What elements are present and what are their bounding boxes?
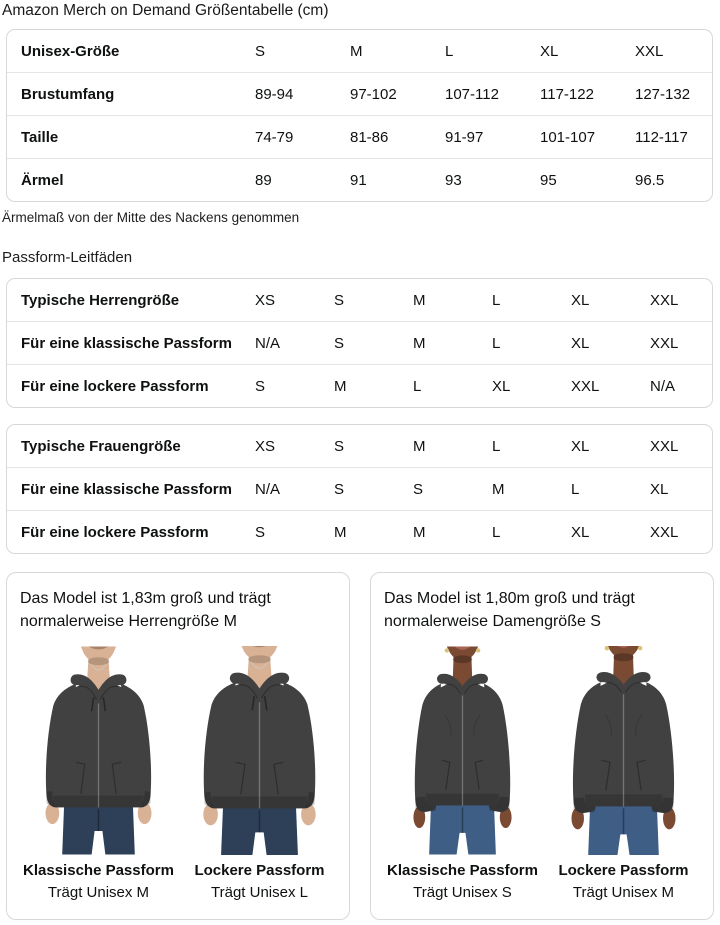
measure-cell: 89 xyxy=(255,171,272,189)
fit-label: Klassische Passform xyxy=(23,862,174,879)
page-title: Amazon Merch on Demand Größentabelle (cm) xyxy=(2,2,329,19)
size-label: Trägt Unisex S xyxy=(413,884,512,901)
measure-cell: 93 xyxy=(445,171,462,189)
row-label: Für eine klassische Passform xyxy=(21,334,232,352)
photo-block-loose xyxy=(545,646,702,901)
fit-cell: XS xyxy=(255,437,276,455)
table-row-sleeve xyxy=(7,158,712,201)
size-cell: XL xyxy=(540,42,559,60)
male-model-figure xyxy=(20,646,177,855)
fit-cell: XXL xyxy=(571,377,600,395)
fit-cell: S xyxy=(334,334,345,352)
fit-cell: XXL xyxy=(650,437,679,455)
table-row-typical-women-size xyxy=(7,425,712,467)
size-label: Trägt Unisex M xyxy=(572,884,675,901)
fit-cell: XL xyxy=(571,291,590,309)
fit-cell: L xyxy=(571,480,580,498)
photo-row xyxy=(20,646,336,901)
men-model-card xyxy=(6,572,350,920)
measure-cell: 91-97 xyxy=(445,128,484,146)
women-model-card xyxy=(370,572,714,920)
fit-cell: M xyxy=(334,523,347,541)
size-label: Trägt Unisex L xyxy=(211,884,308,901)
fit-cell: S xyxy=(255,523,266,541)
table-row-unisex-size xyxy=(7,30,712,72)
photo-block-loose xyxy=(181,646,338,901)
fit-cell: M xyxy=(413,437,426,455)
fit-label: Lockere Passform xyxy=(194,862,325,879)
fit-cell: M xyxy=(413,334,426,352)
measure-cell: 97-102 xyxy=(350,85,397,103)
model-photo xyxy=(181,646,338,855)
table-row-typical-men-size xyxy=(7,279,712,321)
measure-cell: 127-132 xyxy=(635,85,691,103)
fit-cell: S xyxy=(334,291,345,309)
table-row-men-classic-fit xyxy=(7,321,712,364)
measure-cell: 117-122 xyxy=(540,85,594,103)
fit-cell: N/A xyxy=(650,377,676,395)
row-label: Für eine lockere Passform xyxy=(21,523,209,541)
fit-cell: S xyxy=(413,480,424,498)
unisex-size-table xyxy=(6,29,713,202)
model-photo xyxy=(545,646,702,855)
measure-cell: 96.5 xyxy=(635,171,665,189)
size-cell: S xyxy=(255,42,266,60)
measure-cell: 112-117 xyxy=(635,128,688,146)
fit-cell: XL xyxy=(571,437,590,455)
fit-cell: XL xyxy=(571,523,590,541)
fit-cell: L xyxy=(492,437,501,455)
fit-cell: L xyxy=(492,334,501,352)
women-fit-table xyxy=(6,424,713,554)
fit-cell: XL xyxy=(571,334,590,352)
fit-cell: N/A xyxy=(255,480,281,498)
fit-label: Lockere Passform xyxy=(558,862,689,879)
table-row-chest xyxy=(7,72,712,115)
fit-cell: XL xyxy=(492,377,511,395)
fit-cell: M xyxy=(334,377,347,395)
fit-cell: XXL xyxy=(650,523,679,541)
row-label: Für eine klassische Passform xyxy=(21,480,232,498)
measure-cell: 101-107 xyxy=(540,128,596,146)
photo-block-classic xyxy=(384,646,541,901)
size-cell: L xyxy=(445,42,454,60)
row-label: Ärmel xyxy=(21,171,64,189)
fit-cell: S xyxy=(334,437,345,455)
measure-cell: 89-94 xyxy=(255,85,294,103)
fit-cell: XL xyxy=(650,480,669,498)
sleeve-measure-footnote: Ärmelmaß von der Mitte des Nackens genommen xyxy=(2,210,300,225)
size-cell: M xyxy=(350,42,363,60)
row-label: Für eine lockere Passform xyxy=(21,377,209,395)
fit-cell: L xyxy=(492,523,501,541)
fit-cell: N/A xyxy=(255,334,281,352)
measure-cell: 74-79 xyxy=(255,128,294,146)
men-fit-table xyxy=(6,278,713,408)
measure-cell: 81-86 xyxy=(350,128,389,146)
fit-label: Klassische Passform xyxy=(387,862,538,879)
fit-cell: L xyxy=(413,377,422,395)
measure-cell: 91 xyxy=(350,171,367,189)
fit-guides-heading: Passform-Leitfäden xyxy=(2,249,133,266)
row-label: Typische Herrengröße xyxy=(21,291,180,309)
fit-cell: L xyxy=(492,291,501,309)
row-label: Typische Frauengröße xyxy=(21,437,181,455)
table-row-men-loose-fit xyxy=(7,364,712,407)
measure-cell: 95 xyxy=(540,171,557,189)
table-row-women-loose-fit xyxy=(7,510,712,553)
model-photo xyxy=(20,646,177,855)
photo-block-classic xyxy=(20,646,177,901)
fit-cell: M xyxy=(413,523,426,541)
size-label: Trägt Unisex M xyxy=(47,884,150,901)
female-model-figure xyxy=(545,646,702,855)
size-cell: XXL xyxy=(635,42,664,60)
fit-cell: M xyxy=(492,480,505,498)
female-model-figure xyxy=(384,646,541,855)
fit-cell: XS xyxy=(255,291,276,309)
fit-cell: S xyxy=(255,377,266,395)
row-label: Taille xyxy=(21,128,59,146)
measure-cell: 107-112 xyxy=(445,85,499,103)
fit-cell: XXL xyxy=(650,334,679,352)
card-heading: Das Model ist 1,83m groß und trägt normalerweise Herrengröße M xyxy=(20,590,271,630)
row-label: Brustumfang xyxy=(21,85,115,103)
card-heading: Das Model ist 1,80m groß und trägt normalerweise Damengröße S xyxy=(384,590,635,630)
fit-cell: S xyxy=(334,480,345,498)
table-row-women-classic-fit xyxy=(7,467,712,510)
photo-row xyxy=(384,646,700,901)
fit-cell: XXL xyxy=(650,291,679,309)
model-photo xyxy=(384,646,541,855)
fit-cell: M xyxy=(413,291,426,309)
male-model-figure xyxy=(181,646,338,855)
table-row-waist xyxy=(7,115,712,158)
row-label: Unisex-Größe xyxy=(21,42,120,60)
